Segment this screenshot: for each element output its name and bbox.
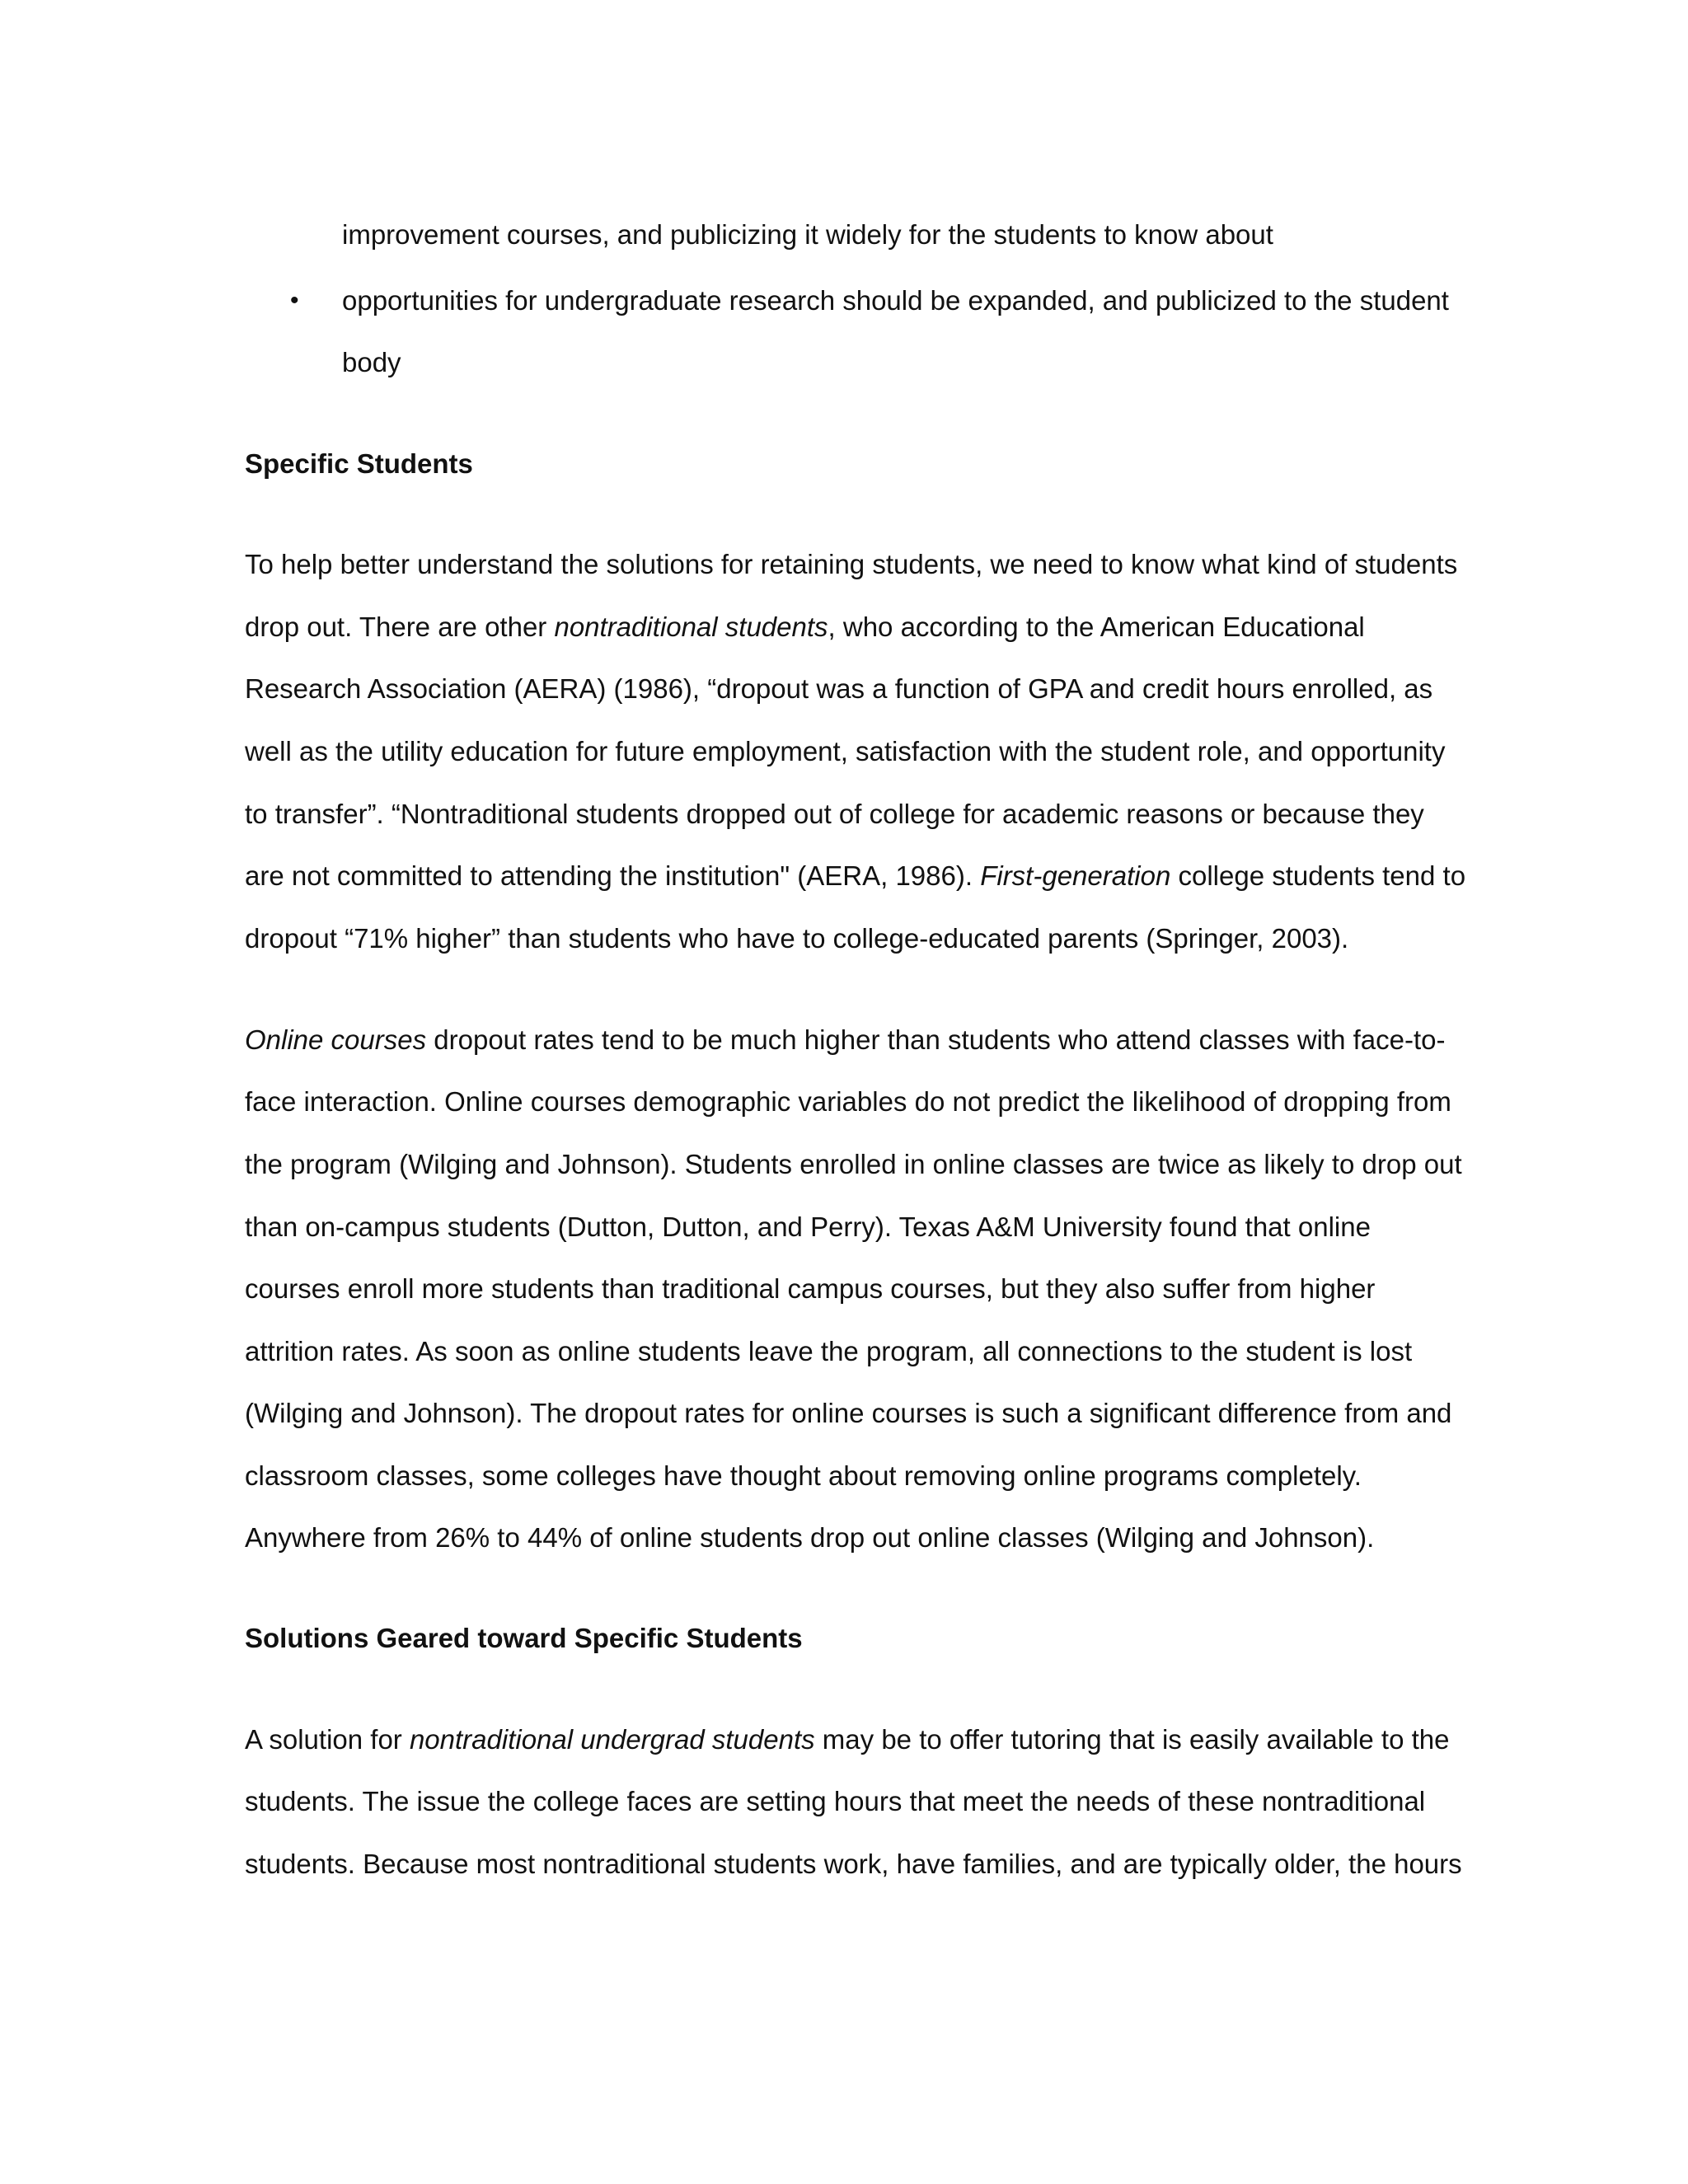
paragraph-line: than on-campus students (Dutton, Dutton, and Perry). Texas A&M University found that online <box>245 1212 1371 1242</box>
section-heading-specific-students: Specific Students <box>245 448 473 479</box>
paragraph-line: students. Because most nontraditional students work, have families, and are typically older, the hours <box>245 1849 1462 1879</box>
paragraph-line: (Wilging and Johnson). The dropout rates for online courses is such a significant difference from and <box>245 1398 1452 1428</box>
paragraph-line <box>245 860 1465 893</box>
text-run: college students tend to <box>1170 860 1466 891</box>
paragraph-line: students. The issue the college faces are setting hours that meet the needs of these nontraditional <box>245 1786 1426 1816</box>
text-run: , who according to the American Educational <box>828 612 1365 642</box>
paragraph-line: face interaction. Online courses demographic variables do not predict the likelihood of dropping from <box>245 1086 1451 1117</box>
paragraph-line <box>245 1024 1446 1057</box>
italic-term: nontraditional students <box>554 612 828 642</box>
bullet-marker: • <box>290 287 299 314</box>
italic-term: Online courses <box>245 1024 427 1055</box>
text-run: are not committed to attending the institution" (AERA, 1986). <box>245 860 981 891</box>
paragraph-line: Research Association (AERA) (1986), “dropout was a function of GPA and credit hours enrolled, as <box>245 673 1433 704</box>
text-run: A solution for <box>245 1724 410 1755</box>
paragraph-line: dropout “71% higher” than students who have to college-educated parents (Springer, 2003). <box>245 923 1349 954</box>
paragraph-line <box>245 1723 1449 1756</box>
paragraph-line: classroom classes, some colleges have thought about removing online programs completely. <box>245 1460 1362 1491</box>
text-run: dropout rates tend to be much higher than students who attend classes with face-to- <box>426 1024 1446 1055</box>
text-run: may be to offer tutoring that is easily available to the <box>814 1724 1450 1755</box>
paragraph-line: the program (Wilging and Johnson). Students enrolled in online classes are twice as likely to drop out <box>245 1149 1462 1179</box>
bullet-item-line: body <box>342 347 401 377</box>
paragraph-line: well as the utility education for future employment, satisfaction with the student role, and opportunity <box>245 736 1446 766</box>
italic-term: First-generation <box>980 860 1171 891</box>
paragraph-line: courses enroll more students than traditional campus courses, but they also suffer from higher <box>245 1273 1376 1304</box>
bullet-continuation-line: improvement courses, and publicizing it widely for the students to know about <box>342 219 1273 250</box>
bullet-item-line: opportunities for undergraduate research should be expanded, and publicized to the student <box>342 285 1449 316</box>
paragraph-line: to transfer”. “Nontraditional students dropped out of college for academic reasons or because they <box>245 799 1424 829</box>
text-run: drop out. There are other <box>245 612 555 642</box>
paragraph-line: Anywhere from 26% to 44% of online students drop out online classes (Wilging and Johnson). <box>245 1522 1375 1553</box>
italic-term: nontraditional undergrad students <box>409 1724 815 1755</box>
section-heading-solutions: Solutions Geared toward Specific Students <box>245 1623 803 1653</box>
paragraph-line: attrition rates. As soon as online students leave the program, all connections to the student is lost <box>245 1336 1413 1366</box>
paragraph-line: To help better understand the solutions for retaining students, we need to know what kind of students <box>245 549 1458 579</box>
paragraph-line <box>245 611 1365 644</box>
